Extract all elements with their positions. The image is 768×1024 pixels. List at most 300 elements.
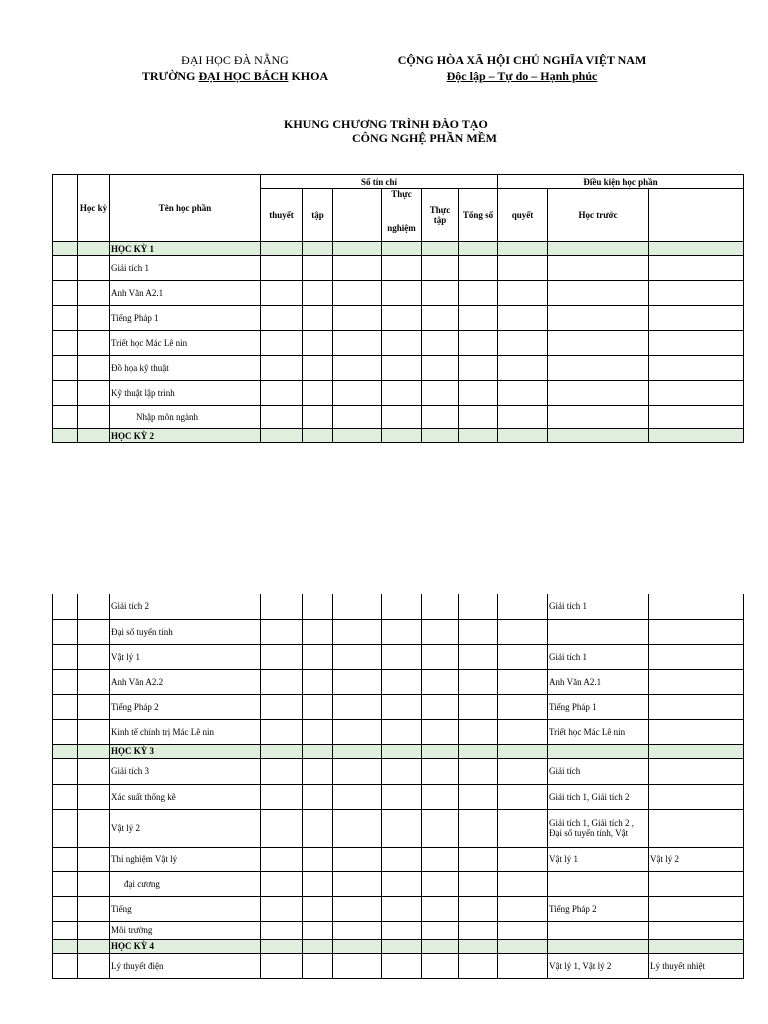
- table-cell: [459, 644, 498, 669]
- table-cell: [261, 644, 303, 669]
- table-cell: [333, 921, 382, 939]
- national-motto: Độc lập – Tự do – Hạnh phúc: [446, 69, 598, 83]
- course-prerequisite: Tiếng Pháp 2: [548, 896, 649, 921]
- semester-cell: [53, 744, 78, 758]
- table-cell: [333, 406, 382, 429]
- table-cell: [261, 669, 303, 694]
- table-cell: [261, 758, 303, 784]
- table-cell: [303, 809, 333, 847]
- table-cell: [649, 669, 744, 694]
- table-cell: [78, 356, 110, 381]
- table-cell: [548, 306, 649, 331]
- table-cell: [333, 306, 382, 331]
- table-cell: [53, 921, 78, 939]
- table-cell: [498, 809, 548, 847]
- course-prerequisite: Vật lý 1, Vật lý 2: [548, 953, 649, 978]
- table-cell: [459, 306, 498, 331]
- table-cell: [422, 619, 459, 644]
- table-cell: [78, 871, 110, 896]
- table-cell: [78, 784, 110, 809]
- semester-cell: [78, 242, 110, 256]
- table-cell: [333, 331, 382, 356]
- table-cell: [422, 644, 459, 669]
- course-name: Tiếng: [110, 896, 261, 921]
- table-cell: [78, 758, 110, 784]
- semester-cell: [498, 242, 548, 256]
- table-cell: [261, 306, 303, 331]
- table-cell: [333, 644, 382, 669]
- table-cell: [333, 356, 382, 381]
- table-cell: [53, 758, 78, 784]
- semester-cell: [459, 744, 498, 758]
- header-dieu-kien: Điều kiện học phần: [498, 175, 744, 189]
- table-cell: [459, 619, 498, 644]
- table-cell: [459, 921, 498, 939]
- table-cell: [303, 619, 333, 644]
- semester-cell: [53, 242, 78, 256]
- header-empty-last: [649, 189, 744, 242]
- table-cell: [303, 921, 333, 939]
- course-row: [53, 694, 744, 719]
- course-prerequisite: Giải tích 1: [548, 644, 649, 669]
- table-cell: [548, 256, 649, 281]
- table-cell: [382, 921, 422, 939]
- table-cell: [649, 694, 744, 719]
- semester-cell: [498, 939, 548, 953]
- table-cell: [459, 669, 498, 694]
- table-cell: [53, 331, 78, 356]
- table-cell: [303, 896, 333, 921]
- course-name: Đại số tuyến tính: [110, 619, 261, 644]
- table-cell: [498, 619, 548, 644]
- table-cell: [261, 921, 303, 939]
- table-cell: [78, 896, 110, 921]
- table-cell: [333, 896, 382, 921]
- table-cell: [261, 256, 303, 281]
- document-title: KHUNG CHƯƠNG TRÌNH ĐÀO TẠO: [284, 117, 488, 131]
- table-cell: [333, 719, 382, 744]
- table-cell: [382, 953, 422, 978]
- table-cell: [649, 871, 744, 896]
- course-prerequisite: Giải tích 1: [548, 594, 649, 619]
- table-cell: [261, 809, 303, 847]
- table-cell: [649, 758, 744, 784]
- table-cell: [303, 847, 333, 871]
- semester-cell: [78, 429, 110, 443]
- table-cell: [649, 381, 744, 406]
- table-cell: [78, 594, 110, 619]
- table-cell: [261, 331, 303, 356]
- course-row: [53, 921, 744, 939]
- table-cell: [498, 331, 548, 356]
- table-cell: [459, 381, 498, 406]
- table-cell: [649, 306, 744, 331]
- table-cell: [303, 784, 333, 809]
- table-cell: [303, 719, 333, 744]
- table-cell: [333, 809, 382, 847]
- course-name: Vật lý 1: [110, 644, 261, 669]
- table-cell: [422, 809, 459, 847]
- table-cell: [498, 256, 548, 281]
- table-cell: [649, 809, 744, 847]
- table-cell: [78, 619, 110, 644]
- course-prerequisite: Triết học Mác Lê nin: [548, 719, 649, 744]
- table-cell: [261, 847, 303, 871]
- table-cell: [459, 594, 498, 619]
- header-hoc-truoc: Học trước: [548, 189, 649, 242]
- table-cell: [333, 871, 382, 896]
- course-row: [53, 784, 744, 809]
- table-cell: [649, 896, 744, 921]
- table-cell: [649, 331, 744, 356]
- course-row: [53, 719, 744, 744]
- semester-label: HỌC KỲ 3: [110, 744, 261, 758]
- semester-cell: [498, 744, 548, 758]
- semester-cell: [498, 429, 548, 443]
- course-name: Đồ họa kỹ thuật: [110, 356, 261, 381]
- header-tien-quyet: quyết: [498, 189, 548, 242]
- table-cell: [422, 381, 459, 406]
- course-name: Nhập môn ngành: [110, 406, 261, 429]
- table-cell: [53, 669, 78, 694]
- course-name: Kỹ thuật lập trình: [110, 381, 261, 406]
- table-cell: [422, 694, 459, 719]
- table-cell: [303, 406, 333, 429]
- table-cell: [649, 406, 744, 429]
- table-cell: [53, 847, 78, 871]
- table-cell: [261, 871, 303, 896]
- course-row: [53, 669, 744, 694]
- course-row: [53, 758, 744, 784]
- table-cell: [422, 406, 459, 429]
- semester-cell: [333, 744, 382, 758]
- table-cell: [422, 953, 459, 978]
- table-cell: [53, 406, 78, 429]
- course-row: [53, 306, 744, 331]
- table-cell: [333, 953, 382, 978]
- header-so-tin-chi: Số tín chỉ: [261, 175, 498, 189]
- semester-cell: [261, 242, 303, 256]
- table-cell: [53, 953, 78, 978]
- semester-cell: [459, 429, 498, 443]
- semester-cell: [548, 429, 649, 443]
- table-cell: [498, 871, 548, 896]
- semester-cell: [649, 939, 744, 953]
- table-cell: [303, 694, 333, 719]
- semester-cell: [382, 242, 422, 256]
- table-cell: [382, 644, 422, 669]
- header-empty: [53, 175, 78, 242]
- table-cell: [333, 594, 382, 619]
- table-cell: [303, 381, 333, 406]
- course-name: Vật lý 2: [110, 809, 261, 847]
- table-cell: [498, 381, 548, 406]
- course-row: [53, 256, 744, 281]
- table-cell: [53, 306, 78, 331]
- table-cell: [382, 356, 422, 381]
- table-cell: [382, 306, 422, 331]
- table-cell: [459, 871, 498, 896]
- school-name: TRƯỜNG ĐẠI HỌC BÁCH KHOA: [141, 69, 329, 83]
- table-cell: [548, 921, 649, 939]
- table-cell: [53, 784, 78, 809]
- table-cell: [78, 953, 110, 978]
- course-prerequisite: Anh Văn A2.1: [548, 669, 649, 694]
- table-cell: [261, 381, 303, 406]
- table-cell: [78, 406, 110, 429]
- table-cell: [649, 281, 744, 306]
- table-cell: [649, 356, 744, 381]
- table-cell: [459, 356, 498, 381]
- table-cell: [382, 331, 422, 356]
- table-cell: [649, 719, 744, 744]
- table-cell: [303, 256, 333, 281]
- table-cell: [53, 594, 78, 619]
- table-cell: [382, 758, 422, 784]
- semester-row: [53, 939, 744, 953]
- course-row: [53, 953, 744, 978]
- semester-cell: [333, 429, 382, 443]
- table-cell: [303, 871, 333, 896]
- table-cell: [382, 619, 422, 644]
- table-cell: [53, 619, 78, 644]
- course-row: [53, 871, 744, 896]
- semester-label: HỌC KỲ 1: [110, 242, 261, 256]
- table-cell: [53, 896, 78, 921]
- table-cell: [261, 953, 303, 978]
- table-cell: [333, 847, 382, 871]
- semester-cell: [261, 939, 303, 953]
- table-cell: [498, 406, 548, 429]
- table-cell: [303, 669, 333, 694]
- semester-cell: [261, 429, 303, 443]
- table-cell: [261, 784, 303, 809]
- course-row: [53, 594, 744, 619]
- semester-cell: [333, 939, 382, 953]
- course-row: [53, 406, 744, 429]
- table-cell: [382, 594, 422, 619]
- course-name: đại cương: [110, 871, 261, 896]
- semester-row: [53, 744, 744, 758]
- semester-cell: [303, 242, 333, 256]
- table-cell: [649, 784, 744, 809]
- table-cell: [382, 719, 422, 744]
- table-cell: [498, 847, 548, 871]
- semester-cell: [422, 429, 459, 443]
- university-name: ĐẠI HỌC ĐÀ NẴNG: [181, 53, 289, 67]
- semester-cell: [422, 744, 459, 758]
- course-row: [53, 619, 744, 644]
- course-name: Lý thuyết điện: [110, 953, 261, 978]
- table-cell: [498, 281, 548, 306]
- course-name: Anh Văn A2.1: [110, 281, 261, 306]
- table-cell: [333, 758, 382, 784]
- table-cell: [303, 306, 333, 331]
- table-cell: [78, 381, 110, 406]
- table-cell: [261, 406, 303, 429]
- table-cell: [333, 784, 382, 809]
- table-cell: [498, 758, 548, 784]
- semester-cell: [548, 939, 649, 953]
- table-cell: [333, 694, 382, 719]
- table-cell: [422, 847, 459, 871]
- table-cell: [333, 381, 382, 406]
- semester-label: HỌC KỲ 2: [110, 429, 261, 443]
- header-thuc-nghiem-bottom: nghiệm: [387, 223, 416, 233]
- table-cell: [548, 331, 649, 356]
- table-cell: [649, 256, 744, 281]
- curriculum-table-part2: [52, 594, 744, 979]
- semester-cell: [78, 744, 110, 758]
- table-cell: [382, 871, 422, 896]
- table-cell: [498, 784, 548, 809]
- table-cell: [382, 381, 422, 406]
- table-cell: [303, 281, 333, 306]
- table-cell: [459, 809, 498, 847]
- table-cell: [459, 719, 498, 744]
- table-cell: [498, 306, 548, 331]
- table-cell: [382, 896, 422, 921]
- table-cell: [382, 669, 422, 694]
- semester-cell: [303, 429, 333, 443]
- table-cell: [459, 784, 498, 809]
- table-cell: [548, 381, 649, 406]
- header-thuc-tap: Thực tập: [422, 189, 459, 242]
- table-cell: [422, 896, 459, 921]
- table-cell: [649, 921, 744, 939]
- course-prerequisite: Tiếng Pháp 1: [548, 694, 649, 719]
- course-prerequisite: Giải tích: [548, 758, 649, 784]
- course-name: Giải tích 2: [110, 594, 261, 619]
- table-cell: [459, 758, 498, 784]
- table-cell: [333, 619, 382, 644]
- table-cell: [498, 953, 548, 978]
- table-cell: [78, 809, 110, 847]
- table-cell: [78, 847, 110, 871]
- table-cell: [261, 356, 303, 381]
- table-cell: [78, 669, 110, 694]
- table-cell: [53, 356, 78, 381]
- table-cell: [303, 594, 333, 619]
- course-name: Triết học Mác Lê nin: [110, 331, 261, 356]
- course-row: [53, 644, 744, 669]
- table-cell: [78, 719, 110, 744]
- semester-cell: [649, 744, 744, 758]
- table-cell: [548, 619, 649, 644]
- table-cell: [303, 356, 333, 381]
- table-cell: [422, 784, 459, 809]
- table-cell: [53, 694, 78, 719]
- header-ten-hoc-phan: Tên học phần: [110, 175, 261, 242]
- table-cell: [382, 406, 422, 429]
- table-cell: [498, 896, 548, 921]
- course-name: Xác suất thống kê: [110, 784, 261, 809]
- table-cell: [333, 669, 382, 694]
- table-cell: [649, 644, 744, 669]
- semester-cell: [649, 429, 744, 443]
- table-cell: [261, 594, 303, 619]
- course-name: Môi trường: [110, 921, 261, 939]
- course-row: [53, 809, 744, 847]
- table-cell: [459, 406, 498, 429]
- semester-cell: [53, 429, 78, 443]
- semester-cell: [382, 744, 422, 758]
- semester-cell: [422, 939, 459, 953]
- table-cell: [78, 256, 110, 281]
- table-cell: [422, 921, 459, 939]
- course-name: Thí nghiệm Vật lý: [110, 847, 261, 871]
- course-prerequisite: Vật lý 1: [548, 847, 649, 871]
- table-cell: [459, 953, 498, 978]
- table-cell: [53, 809, 78, 847]
- semester-cell: [303, 744, 333, 758]
- semester-cell: [333, 242, 382, 256]
- course-corequisite: Lý thuyết nhiệt: [649, 953, 744, 978]
- table-cell: [78, 644, 110, 669]
- table-cell: [422, 669, 459, 694]
- table-cell: [261, 281, 303, 306]
- table-cell: [548, 871, 649, 896]
- table-cell: [333, 256, 382, 281]
- table-cell: [261, 619, 303, 644]
- course-name: Kinh tế chính trị Mác Lê nin: [110, 719, 261, 744]
- table-cell: [498, 694, 548, 719]
- document-subtitle: CÔNG NGHỆ PHẦN MỀM: [352, 131, 497, 145]
- table-cell: [459, 331, 498, 356]
- course-name: Anh Văn A2.2: [110, 669, 261, 694]
- table-cell: [382, 694, 422, 719]
- table-cell: [382, 784, 422, 809]
- table-cell: [498, 644, 548, 669]
- course-row: [53, 847, 744, 871]
- table-cell: [498, 921, 548, 939]
- course-prerequisite: Giải tích 1, Giải tích 2 , Đại số tuyến tính, Vật: [548, 809, 649, 847]
- course-row: [53, 331, 744, 356]
- table-cell: [498, 594, 548, 619]
- semester-row: [53, 429, 744, 443]
- header-thuc-nghiem-top: Thực: [391, 189, 412, 199]
- semester-label: HỌC KỲ 4: [110, 939, 261, 953]
- header-hoc-ky: Học kỳ: [78, 175, 110, 242]
- semester-cell: [459, 939, 498, 953]
- table-cell: [53, 644, 78, 669]
- course-corequisite: Vật lý 2: [649, 847, 744, 871]
- semester-cell: [459, 242, 498, 256]
- table-cell: [548, 356, 649, 381]
- table-cell: [303, 953, 333, 978]
- table-cell: [53, 381, 78, 406]
- table-cell: [53, 719, 78, 744]
- table-cell: [422, 256, 459, 281]
- table-cell: [498, 669, 548, 694]
- header-thuc-nghiem: [382, 189, 422, 242]
- course-name: Tiếng Pháp 2: [110, 694, 261, 719]
- course-row: [53, 381, 744, 406]
- table-cell: [422, 758, 459, 784]
- table-cell: [649, 619, 744, 644]
- table-cell: [459, 896, 498, 921]
- course-row: [53, 896, 744, 921]
- table-cell: [498, 356, 548, 381]
- table-cell: [261, 719, 303, 744]
- table-cell: [303, 331, 333, 356]
- table-cell: [78, 281, 110, 306]
- table-cell: [382, 256, 422, 281]
- table-cell: [422, 331, 459, 356]
- semester-cell: [382, 939, 422, 953]
- table-cell: [422, 356, 459, 381]
- table-cell: [459, 847, 498, 871]
